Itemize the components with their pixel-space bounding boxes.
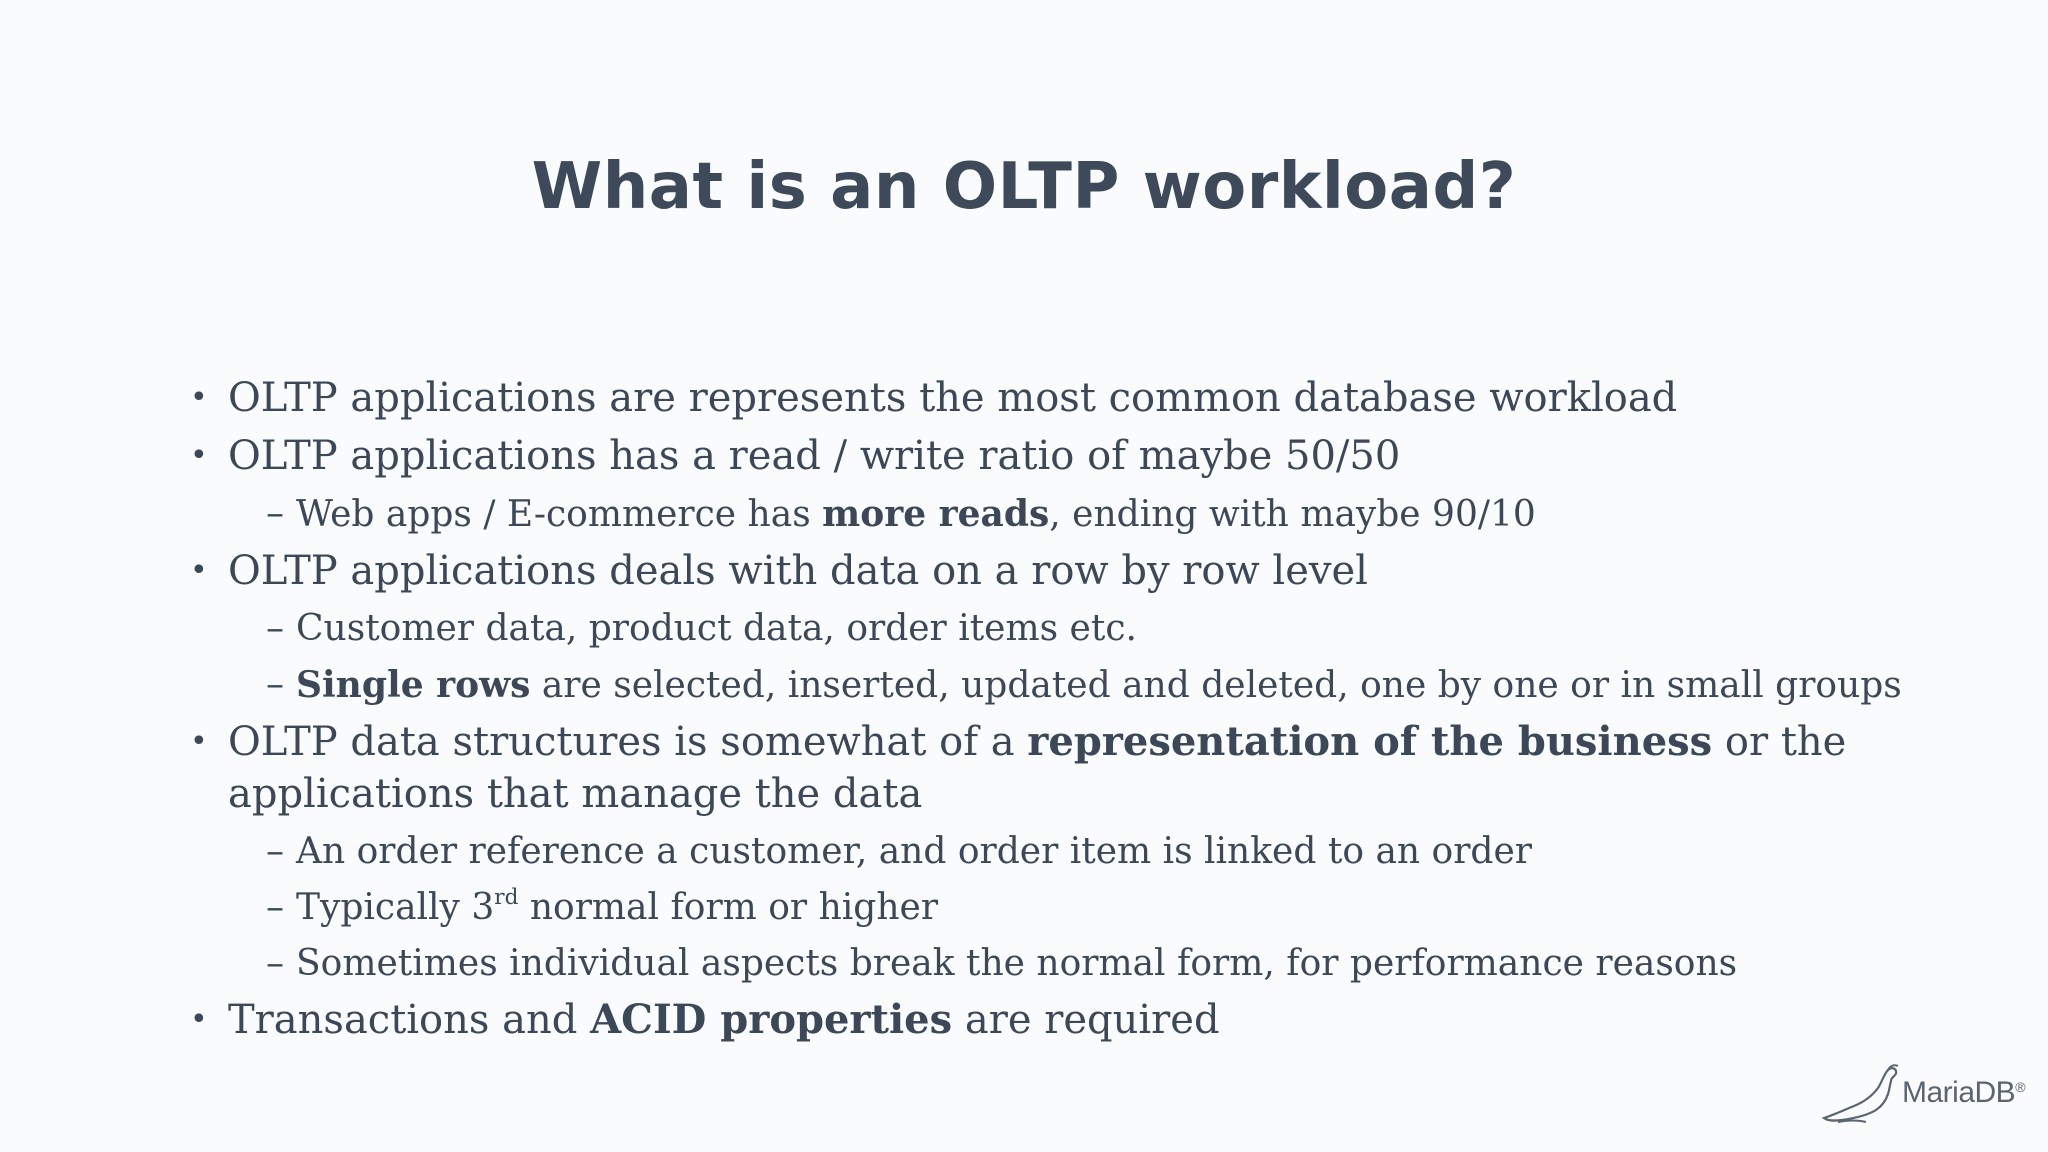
bullet-item [190, 430, 1910, 482]
sub-bullet-item [190, 659, 1910, 712]
sub-bullet-text: Web apps / E-commerce has [296, 494, 823, 535]
bullet-item [190, 372, 1910, 424]
sub-bullet-text: Sometimes individual aspects break the normal form, for performance reasons [296, 943, 1738, 984]
sub-bullet-text: are selected, inserted, updated and deleted, one by one or in small groups [530, 665, 1902, 706]
sub-bullet-item [190, 882, 1910, 934]
sub-bullet-dash: – [266, 831, 284, 872]
bullet-text: are required [952, 997, 1220, 1043]
bullet-dot: • [190, 553, 208, 588]
slide-title: What is an OLTP workload? [531, 150, 1517, 224]
sub-bullet-dash: – [266, 608, 284, 649]
sub-bullet-dash: – [266, 493, 284, 534]
bullet-text: or the applications that manage the data [228, 719, 1847, 817]
logo-wordmark: MariaDB [1902, 1076, 2016, 1109]
sub-bullet-emphasis: more reads [822, 493, 1050, 535]
bullet-text: OLTP applications are represents the most common database workload [228, 375, 1678, 421]
sub-bullet-text: An order reference a customer, and order item is linked to an order [296, 831, 1532, 872]
sub-bullet-text: , ending with maybe 90/10 [1049, 494, 1536, 535]
sub-bullet-text: Customer data, product data, order items etc. [296, 608, 1137, 649]
bullet-text: OLTP applications deals with data on a row by row level [228, 548, 1368, 594]
sub-bullet-text: normal form or higher [518, 887, 939, 928]
bullet-text: Transactions and [228, 997, 591, 1043]
sub-bullet-dash: – [266, 887, 284, 928]
bullet-item [190, 545, 1910, 597]
bullet-text: OLTP data structures is somewhat of a [228, 719, 1028, 765]
bullet-item [190, 716, 1910, 820]
sub-bullet-item [190, 938, 1910, 990]
mariadb-logo [1818, 1060, 2026, 1124]
sub-bullet-item [190, 826, 1910, 878]
logo-text [1902, 1076, 2025, 1110]
bullet-text: OLTP applications has a read / write ratio of maybe 50/50 [228, 433, 1401, 479]
sub-bullet-text: Typically 3 [296, 887, 495, 928]
bullet-dot: • [190, 438, 208, 473]
seal-icon [1818, 1060, 1914, 1124]
bullet-list [190, 372, 1910, 1052]
sub-bullet-item [190, 603, 1910, 655]
sub-bullet-dash: – [266, 664, 284, 705]
bullet-dot: • [190, 380, 208, 415]
bullet-emphasis: representation of the business [1027, 718, 1713, 765]
sub-bullet-item [190, 488, 1910, 541]
bullet-emphasis: ACID properties [590, 996, 953, 1043]
bullet-dot: • [190, 724, 208, 759]
bullet-dot: • [190, 1002, 208, 1037]
superscript: rd [494, 884, 519, 910]
bullet-item [190, 994, 1910, 1046]
logo-trademark: ® [2015, 1079, 2026, 1095]
sub-bullet-dash: – [266, 943, 284, 984]
sub-bullet-emphasis: Single rows [296, 664, 531, 706]
